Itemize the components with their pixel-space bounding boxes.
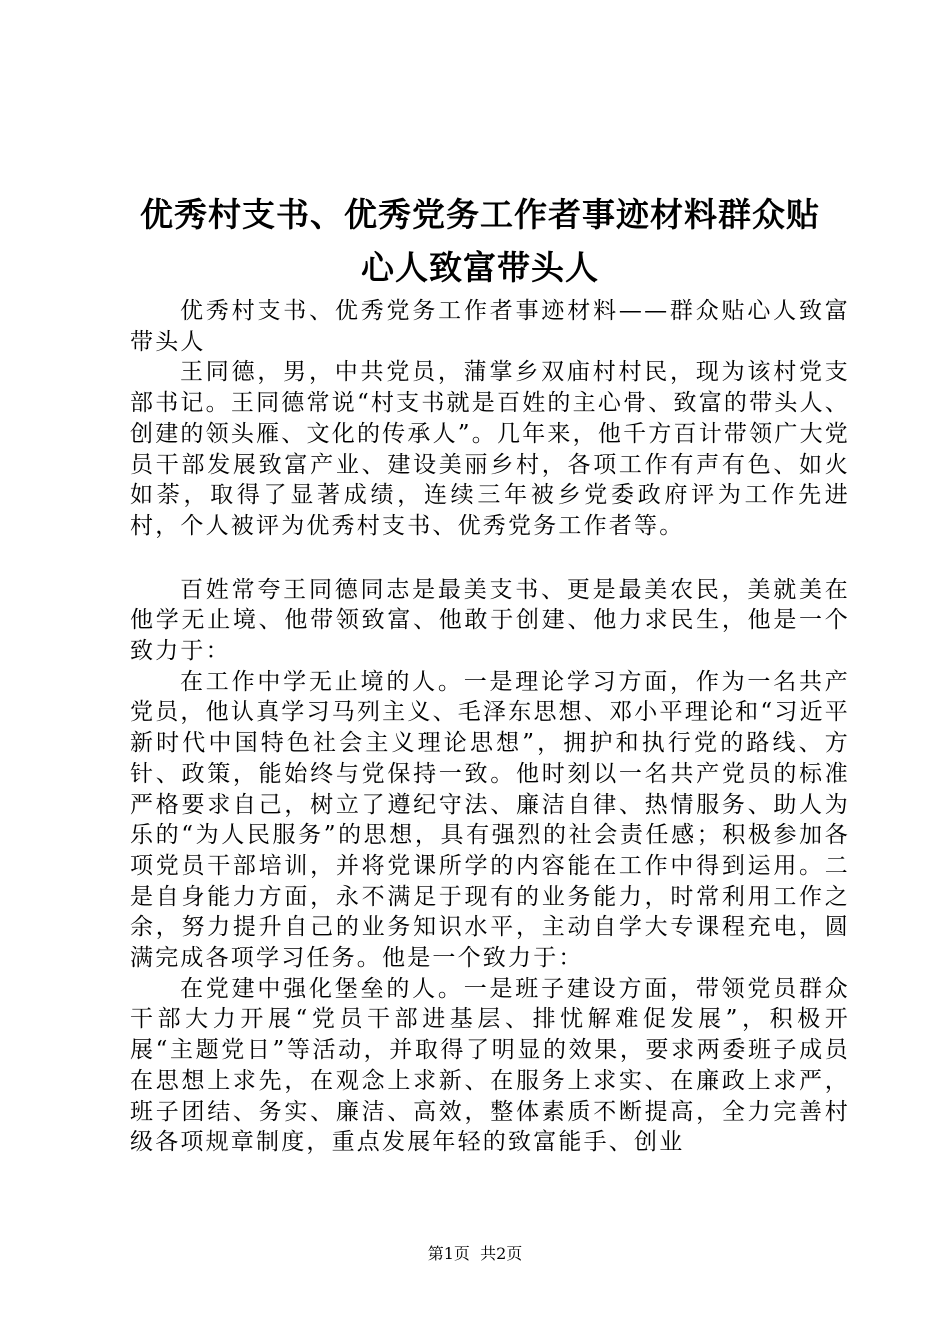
paragraph-intro: 王同德，男，中共党员，蒲掌乡双庙村村民，现为该村党支部书记。王同德常说“村支书就是百姓的主心骨、致富的带头人、创建的领头雁、文化的传承人”。几年来，他千方百计带领广大党员干部发展致富产业、建设美丽乡村，各项工作有声有色、如火如荼，取得了显著成绩，连续三年被乡党委政府评为工作先进村，个人被评为优秀村支书、优秀党务工作者等。 [130, 359, 850, 539]
paragraph-spacer [130, 542, 850, 575]
page-footer: 第1页 共2页 [427, 1244, 523, 1263]
document-title-line-1: 优秀村支书、优秀党务工作者事迹材料群众贴 [140, 195, 820, 234]
paragraph-subtitle: 优秀村支书、优秀党务工作者事迹材料——群众贴心人致富带头人 [130, 298, 850, 355]
paragraph-praise: 百姓常夸王同德同志是最美支书、更是最美农民，美就美在他学无止境、他带领致富、他敢于创建、他力求民生，他是一个致力于： [130, 576, 850, 665]
paragraph-party-building: 在党建中强化堡垒的人。一是班子建设方面，带领党员群众干部大力开展“党员干部进基层、排忧解难促发展”，积极开展“主题党日”等活动，并取得了明显的效果，要求两委班子成员在思想上求先，在观念上求新、在服务上求实、在廉政上求严，班子团结、务实、廉洁、高效，整体素质不断提高，全力完善村级各项规章制度，重点发展年轻的致富能手、创业 [130, 975, 850, 1156]
document-title-line-2: 心人致富带头人 [361, 248, 599, 287]
paragraph-learning: 在工作中学无止境的人。一是理论学习方面，作为一名共产党员，他认真学习马列主义、毛泽东思想、邓小平理论和“习近平新时代中国特色社会主义理论思想”，拥护和执行党的路线、方针、政策，能始终与党保持一致。他时刻以一名共产党员的标准严格要求自己，树立了遵纪守法、廉洁自律、热情服务、助人为乐的“为人民服务”的思想，具有强烈的社会责任感；积极参加各项党员干部培训，并将党课所学的内容能在工作中得到运用。二是自身能力方面，永不满足于现有的业务能力，时常利用工作之余，努力提升自己的业务知识水平，主动自学大专课程充电，圆满完成各项学习任务。他是一个致力于： [130, 668, 850, 972]
document-body [130, 296, 850, 1158]
